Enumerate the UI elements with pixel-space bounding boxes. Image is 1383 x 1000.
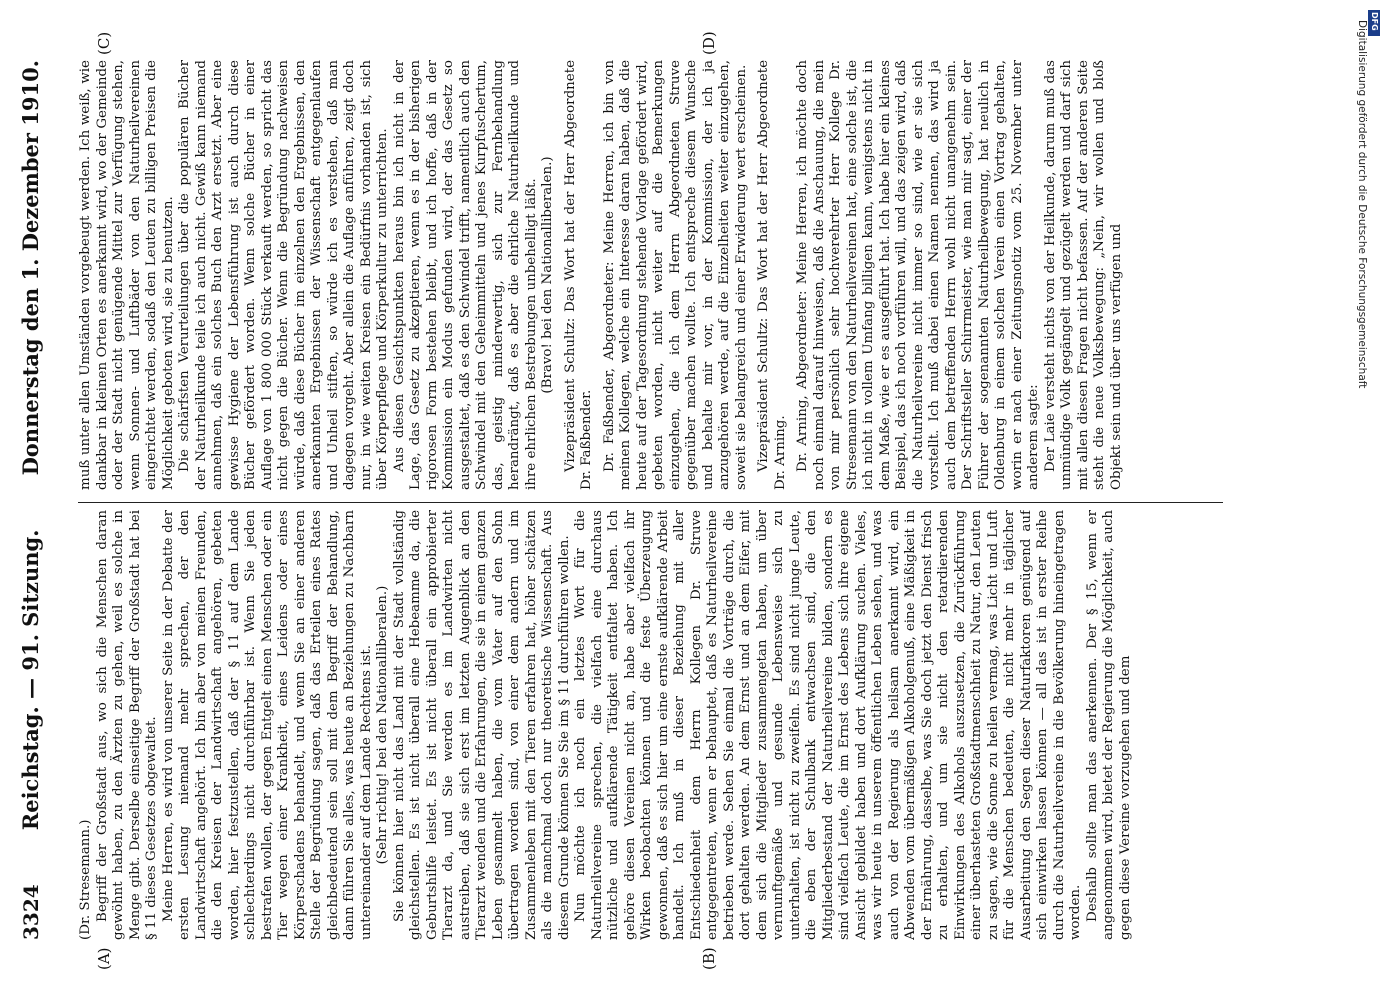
session-title: Reichstag. — 91. Sitzung. — [18, 529, 43, 831]
dfg-badge — [1368, 10, 1380, 36]
paragraph: Meine Herren, es wird von unserer Seite in der Debatte der ersten Lesung niemand mehr sprechen, der den Landwirtschaft angehört. Ich bin aber von meinen Freunden, die den Kreisen der Landwirtschaft angehören, gebeten worden, hier festzustellen, daß der § 11 auf dem Lande schlechterdings nicht durchführbar ist. Wenn Sie jeden bestrafen wollen, der gegen Entgelt einen Menschen oder ein Tier wegen einer Krankheit, eines Leidens oder eines Körperschadens behandelt, und wenn Sie an einer anderen Stelle der Begründung sagen, daß das Erteilen eines Rates gleichbedeutend sein soll mit dem Begriff der Behandlung, dann führen Sie alles, was heute an Beziehungen zu Nachbarn untereinander auf dem Lande Rechtens ist. — [160, 510, 374, 940]
chair-announcement: Vizepräsident Schultz: Das Wort hat der Herr Abgeordnete Dr. Faßbender. — [562, 60, 594, 490]
margin-mark-c: (C) — [95, 31, 113, 55]
paragraph: Nun möchte ich noch ein letztes Wort für die Naturheilvereine sprechen, die vielfach eine durchaus nützliche und aufklärende Tätigkeit entfaltet haben. Ich gehöre diesen Vereinen nicht an, habe aber vielfach ihr Wirken beobachten können und die feste Überzeugung gewonnen, daß es sich hier um eine ernste aufklärende Arbeit handelt. Ich muß in dieser Beziehung mit aller Entschiedenheit dem Herrn Kollegen Dr. Struve entgegentreten, wenn er behauptet, daß es Naturheilvereine betrieben werde. Sehen Sie einmal die Vorträge durch, die dort gehalten werden. An dem Ernst und an dem Eifer, mit dem sich die Mitglieder zusammengetan haben, um über vernunftgemäße und gesunde Lebensweise sich zu unterhalten, ist nicht zu zweifeln. Es sind nicht junge Leute, die eben der Schulbank entwachsen sind, die den Mitgliederbestand der Naturheilvereine bilden, sondern es sind vielfach Leute, die im Ernst des Lebens sich ihre eigene Ansicht gebildet haben und dort Aufklärung suchen. Vieles, was wir heute in unserem öffentlichen Leben sehen, und was auch von der Regierung als heilsam anerkannt wird, ein Abwenden vom übermäßigen Alkoholgenuß, eine Mäßigkeit in der Ernährung, dasselbe, was Sie doch jetzt den Dienst frisch zu erhalten, und um sie nicht den retardierenden Einwirkungen des Alkohols auszusetzen, die Zurückführung einer überhasteten Großstadtmenschheit zu Natur, den Leuten zu sagen, wie die Sonne zu heilen vermag, was Licht und Luft für die Menschen bedeuten, die nicht mehr in täglicher Ausarbeitung den Segen dieser Naturfaktoren genügend auf sich einwirken lassen können — all das ist in erster Reihe durch die Naturheilvereine in die Bevölkerung hineingetragen worden. — [573, 510, 1083, 940]
margin-mark-b: (B) — [700, 947, 718, 970]
paragraph: Begriff der Großstadt aus, wo sich die Menschen daran gewöhnt haben, zu den Ärzten zu gehen, weil es solche in Menge gibt. Derselbe einseitige Begriff der Großstadt hat bei § 11 dieses Gesetzes obgewaltet. — [94, 510, 159, 940]
digitization-notice-text: Digitalisierung gefördert durch die Deutsche Forschungsgemeinschaft — [1356, 20, 1368, 389]
paragraph: Aus diesen Gesichtspunkten heraus bin ich nicht in der Lage, das Gesetz zu akzeptieren, wenn es in der bisherigen rigorosen Form bestehen bleibt, und ich hoffe, daß in der Kommission ein Modus gefunden wird, der das Gesetz so ausgestaltet, daß es den Schwindel trifft, namentlich auch den Schwindel mit den Geheimmitteln und jenes Kurpfuschertum, das, geistig minderwertig, sich zur Fernbehandlung herandrängt, daß es aber die ehrliche Naturheilkunde und ihre ehrlichen Bestrebungen unbehelligt läßt. — [391, 60, 539, 490]
paragraph: Sie können hier nicht das Land mit der Stadt vollständig gleichstellen. Es ist nicht überall eine Hebeamme da, die Geburtshilfe leistet. Es ist nicht überall ein approbierter Tierarzt da, und Sie werden es im Landwirten nicht austreiben, daß sie sich erst im letzten Augenblick an den Tierarzt wenden und die Erfahrungen, die sie in einem ganzen Leben gesammelt haben, die vom Vater auf den Sohn übertragen worden sind, von einer dem andern und im Zusammenleben mit den Tieren erfahren hat, höher schätzen als die manchmal doch nur theoretische Wissenschaft. Aus diesem Grunde können Sie Sie im § 11 durchführen wollen. — [391, 510, 572, 940]
paragraph: muß unter allen Umständen vorgebeugt werden. Ich weiß, wie dankbar in kleinen Orten es anerkannt wird, wo der Gemeinde oder der Stadt nicht genügende Mittel zur Verfügung stehen, wenn Sonnen- und Luftbäder von den Naturheilvereinen eingerichtet werden, sodaß den Leuten zu billigen Preisen die Möglichkeit geboten wird, sie zu benutzen. — [78, 60, 176, 490]
column-divider — [78, 502, 1223, 503]
margin-mark-a: (A) — [95, 947, 113, 970]
digitization-notice — [1342, 10, 1372, 990]
paragraph: Dr. Arning, Abgeordneter: Meine Herren, ich möchte doch noch einmal darauf hinweisen, daß die Anschauung, die mein von mir persönlich sehr hochverehrter Herr Kollege Dr. Stresemann von den Naturheilvereinen hat, eine solche ist, die ich nicht in vollem Umfang billigen kann, wenigstens nicht in dem Maße, wie er es ausgeführt hat. Ich habe hier ein kleines Beispiel, das ich noch vorführen will, und das zeigen wird, daß die Naturheilvereine nicht immer so sind, wie er sie sich vorstellt. Ich muß dabei einen Namen nennen, das wird ja auch dem betreffenden Herrn wohl nicht unangenehm sein. Der Schriftsteller Schirrmeister, wie man mir sagt, einer der Führer der sogenannten Naturheilbewegung, hat neulich in Oldenburg in einem solchen Verein einen Vortrag gehalten, worin er nach einer Zeitungsnotiz vom 25. November unter anderem sagte: — [795, 60, 1041, 490]
dfg-badge-label: DFG — [1370, 12, 1379, 31]
interjection: (Bravo! bei den Nationalliberalen.) — [540, 156, 555, 394]
left-column — [78, 510, 1218, 940]
right-column — [78, 60, 1218, 490]
quotation: Der Laie versteht nichts von der Heilkunde, darum muß das unmündige Volk gegängelt und gezügelt werden und darf sich mit allen diesen Fragen nicht befassen. Auf der anderen Seite steht die neue Volksbewegung: „Nein, wir wollen und bloß Objekt sein und über uns verfügen und — [1042, 60, 1124, 490]
paragraph: Deshalb sollte man das anerkennen. Der § 15, wenn er angenommen wird, bietet der Regierung die Möglichkeit, auch gegen diese Vereine vorzugehen und dem — [1084, 510, 1133, 940]
session-date: Donnerstag den 1. Dezember 1910. — [18, 60, 43, 476]
paragraph: Die schärfsten Verurteilungen über die populären Bücher der Naturheilkunde teile ich auch nicht. Gewiß kann niemand annehmen, daß ein solches Buch den Arzt ersetzt. Aber eine gewisse Hygiene der Lebensführung ist auch durch diese Bücher gefördert worden. Wenn solche Bücher in einer Auflage von 1 800 000 Stück verkauft werden, so spricht das nicht gegen die Bücher. Wenn die Begründung nachweisen würde, daß diese Bücher im einzelnen den Ergebnissen, den anerkannten Ergebnissen der Wissenschaft entgegenlaufen und Unheil stiften, so würde ich es verstehen, daß man dagegen vorgeht. Aber allein die Auflage anführen, zeigt doch nur, in wie weiten Kreisen ein Bedürfnis vorhanden ist, sich über Körperpflege und Körperkultur zu unterrichten. — [177, 60, 390, 490]
interjection: (Sehr richtig! bei den Nationalliberalen.) — [375, 585, 390, 865]
page-header — [18, 60, 54, 940]
page-number: 3324 — [19, 884, 43, 940]
chair-announcement: Vizepräsident Schultz: Das Wort hat der Herr Abgeordnete Dr. Arning. — [756, 60, 788, 490]
margin-mark-d: (D) — [700, 31, 718, 55]
speaker-running-head: (Dr. Stresemann.) — [78, 819, 93, 940]
paragraph: Dr. Faßbender, Abgeordneter: Meine Herren, ich bin von meinen Kollegen, welche ein Interesse daran haben, daß die heute auf der Tagesordnung stehende Vorlage gefördert wird, gebeten worden, nicht weiter auf die Bemerkungen einzugehen, die ich dem Herrn Abgeordneten Struve gegenüber machen wollte. Ich entspreche diesem Wunsche und behalte mir vor, in der Kommission, der ich ja anzugehören werde, auf die Einzelheiten weiter einzugehen, soweit sie belangreich und einer Erwiderung wert erscheinen. — [601, 60, 749, 490]
